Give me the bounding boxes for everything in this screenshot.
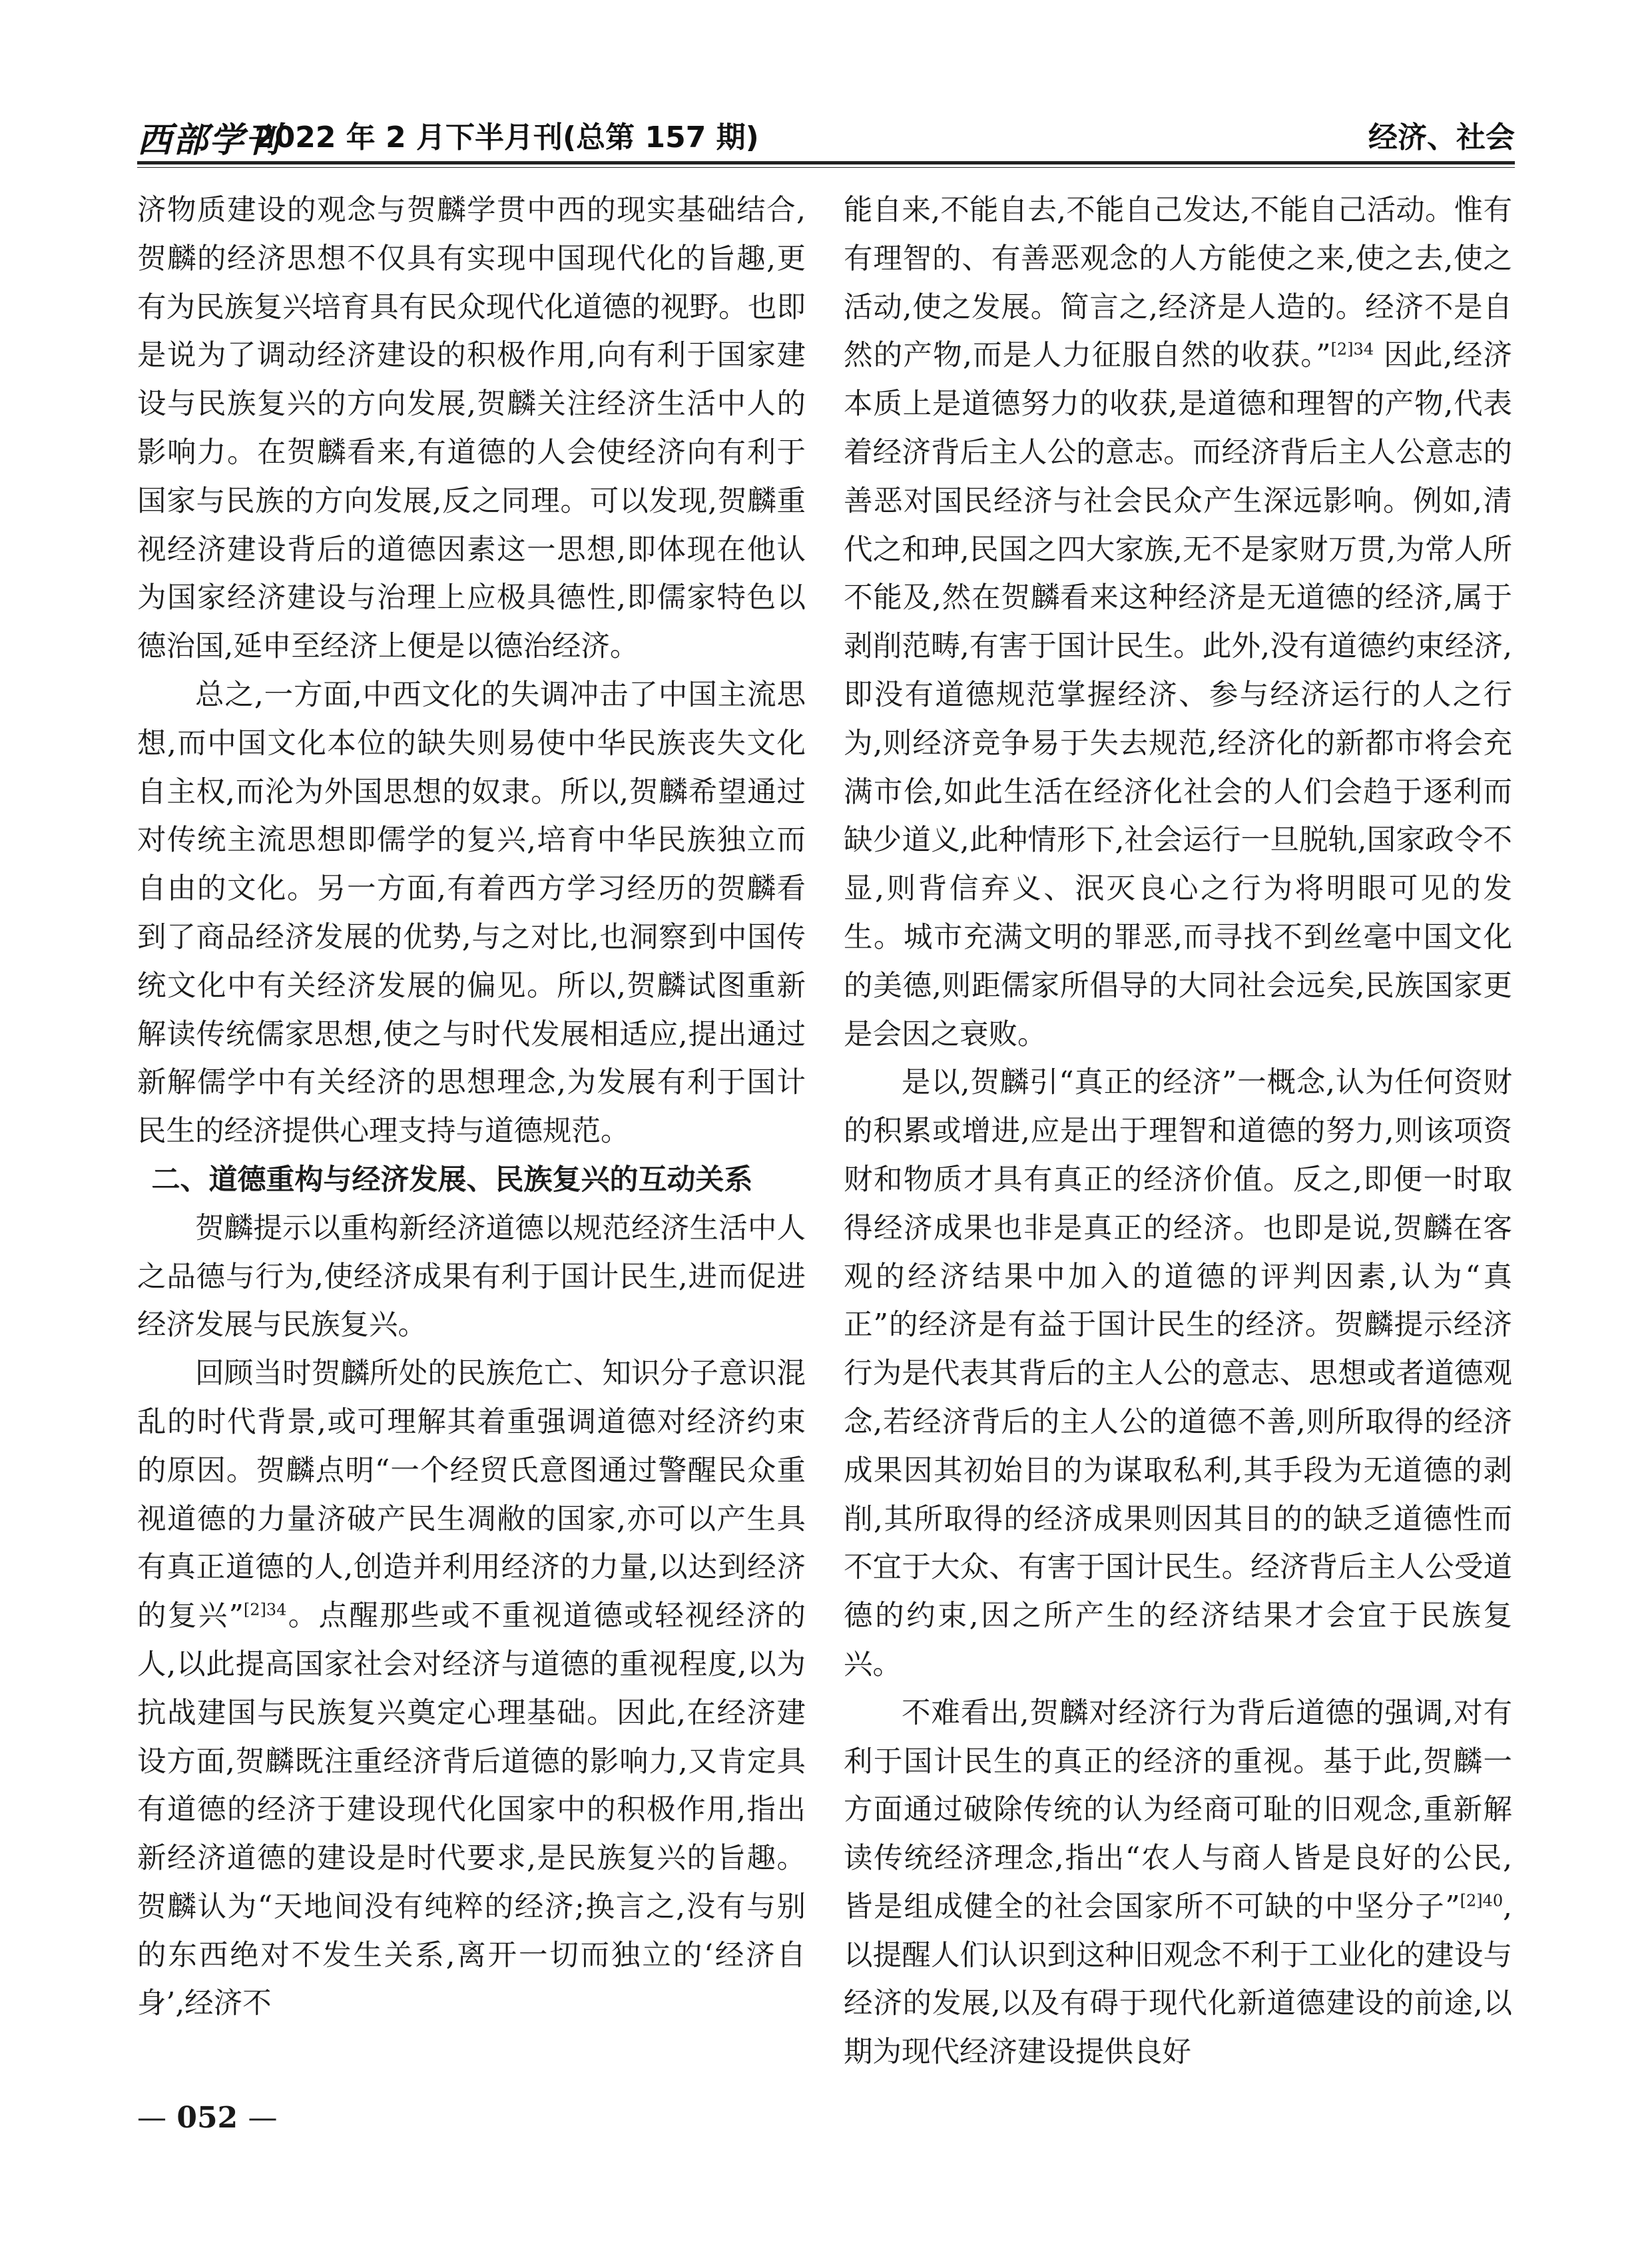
- paragraph: 贺麟提示以重构新经济道德以规范经济生活中人之品德与行为,使经济成果有利于国计民生,进而促进经济发展与民族复兴。: [137, 1211, 806, 1342]
- header-rule-thin: [137, 167, 1515, 168]
- paragraph: 总之,一方面,中西文化的失调冲击了中国主流思想,而中国文化本位的缺失则易使中华民族丧失文化自主权,而沦为外国思想的奴隶。所以,贺麟希望通过对传统主流思想即儒学的复兴,培育中华民族独立而自由的文化。另一方面,有着西方学习经历的贺麟看到了商品经济发展的优势,与之对比,也洞察到中国传统文化中有关经济发展的偏见。所以,贺麟试图重新解读传统儒家思想,使之与时代发展相适应,提出通过新解儒学中有关经济的思想理念,为发展有利于国计民生的经济提供心理支持与道德规范。: [137, 678, 806, 1149]
- paragraph: 是以,贺麟引“真正的经济”一概念,认为任何资财的积累或增进,应是出于理智和道德的努力,则该项资财和物质才具有真正的经济价值。反之,即便一时取得经济成果也非是真正的经济。也即是说,贺麟在客观的经济结果中加入的道德的评判因素,认为“真正”的经济是有益于国计民生的经济。贺麟提示经济行为是代表其背后的主人公的意志、思想或者道德观念,若经济背后的主人公的道德不善,则所取得的经济成果因其初始目的为谋取私利,其手段为无道德的剥削,其所取得的经济成果则因其目的的缺乏道德性而不宜于大众、有害于国计民生。经济背后主人公受道德的约束,因之所产生的经济结果才会宜于民族复兴。: [844, 1066, 1512, 1681]
- paragraph: [844, 1689, 1512, 2077]
- paragraph: 济物质建设的观念与贺麟学贯中西的现实基础结合,贺麟的经济思想不仅具有实现中国现代化的旨趣,更有为民族复兴培育具有民众现代化道德的视野。也即是说为了调动经济建设的积极作用,向有利于国家建设与民族复兴的方向发展,贺麟关注经济生活中人的影响力。在贺麟看来,有道德的人会使经济向有利于国家与民族的方向发展,反之同理。可以发现,贺麟重视经济建设背后的道德因素这一思想,即体现在他认为国家经济建设与治理上应极具德性,即儒家特色以德治国,延申至经济上便是以德治经济。: [137, 194, 806, 664]
- page-footer: [137, 2101, 278, 2135]
- paragraph-text: 不难看出,贺麟对经济行为背后道德的强调,对有利于国计民生的真正的经济的重视。基于此,贺麟一方面通过破除传统的认为经商可耻的旧观念,重新解读传统经济理念,指出“农人与商人皆是良好的公民,皆是组成健全的社会国家所不可缺的中坚分子”: [844, 1696, 1512, 1924]
- paragraph: [844, 186, 1512, 1059]
- citation-ref: [2]40: [1460, 1891, 1504, 1910]
- footer-dash: —: [248, 2101, 278, 2135]
- section-heading: 二、道德重构与经济发展、民族复兴的互动关系: [151, 1163, 753, 1197]
- journal-logo: 西部学刊: [137, 120, 282, 160]
- citation-ref: [2]34: [1330, 340, 1374, 359]
- paragraph: [137, 1350, 806, 2028]
- citation-ref: [2]34: [243, 1600, 287, 1619]
- paragraph-text: 回顾当时贺麟所处的民族危亡、知识分子意识混乱的时代背景,或可理解其着重强调道德对经济约束的原因。贺麟点明“一个经贸氏意图通过警醒民众重视道德的力量济破产民生凋敝的国家,亦可以产生具有真正道德的人,创造并利用经济的力量,以达到经济的复兴”: [137, 1357, 806, 1633]
- issue-info: 2022 年 2 月下半月刊(总第 157 期): [254, 121, 759, 154]
- page-number: 052: [176, 2101, 238, 2135]
- footer-dash: —: [137, 2101, 166, 2135]
- section-name: 经济、社会: [1368, 121, 1515, 154]
- paragraph-text: 能自来,不能自去,不能自己发达,不能自己活动。惟有有理智的、有善恶观念的人方能使之来,使之去,使之活动,使之发展。简言之,经济是人造的。经济不是自然的产物,而是人力征服自然的收获。”: [844, 194, 1512, 373]
- left-column: [137, 186, 806, 2098]
- header-rule: [137, 161, 1515, 164]
- right-column: [844, 186, 1512, 2098]
- running-header: [137, 107, 1515, 160]
- paragraph-text: 因此,经济本质上是道德努力的收获,是道德和理智的产物,代表着经济背后主人公的意志。而经济背后主人公意志的善恶对国民经济与社会民众产生深远影响。例如,清代之和珅,民国之四大家族,无不是家财万贯,为常人所不能及,然在贺麟看来这种经济是无道德的经济,属于剥削范畴,有害于国计民生。此外,没有道德约束经济,即没有道德规范掌握经济、参与经济运行的人之行为,则经济竞争易于失去规范,经济化的新都市将会充满市侩,如此生活在经济化社会的人们会趋于逐利而缺少道义,此种情形下,社会运行一旦脱轨,国家政令不显,则背信弃义、泯灭良心之行为将明眼可见的发生。城市充满文明的罪恶,而寻找不到丝毫中国文化的美德,则距儒家所倡导的大同社会远矣,民族国家更是会因之衰败。: [844, 339, 1512, 1051]
- paragraph-text: ,以提醒人们认识到这种旧观念不利于工业化的建设与经济的发展,以及有碍于现代化新道德建设的前途,以期为现代经济建设提供良好: [844, 1890, 1512, 2070]
- paragraph-text: 。点醒那些或不重视道德或轻视经济的人,以此提高国家社会对经济与道德的重视程度,以为抗战建国与民族复兴奠定心理基础。因此,在经济建设方面,贺麟既注重经济背后道德的影响力,又肯定具有道德的经济于建设现代化国家中的积极作用,指出新经济道德的建设是时代要求,是民族复兴的旨趣。贺麟认为“天地间没有纯粹的经济;换言之,没有与别的东西绝对不发生关系,离开一切而独立的‘经济自身’,经济不: [137, 1599, 806, 2021]
